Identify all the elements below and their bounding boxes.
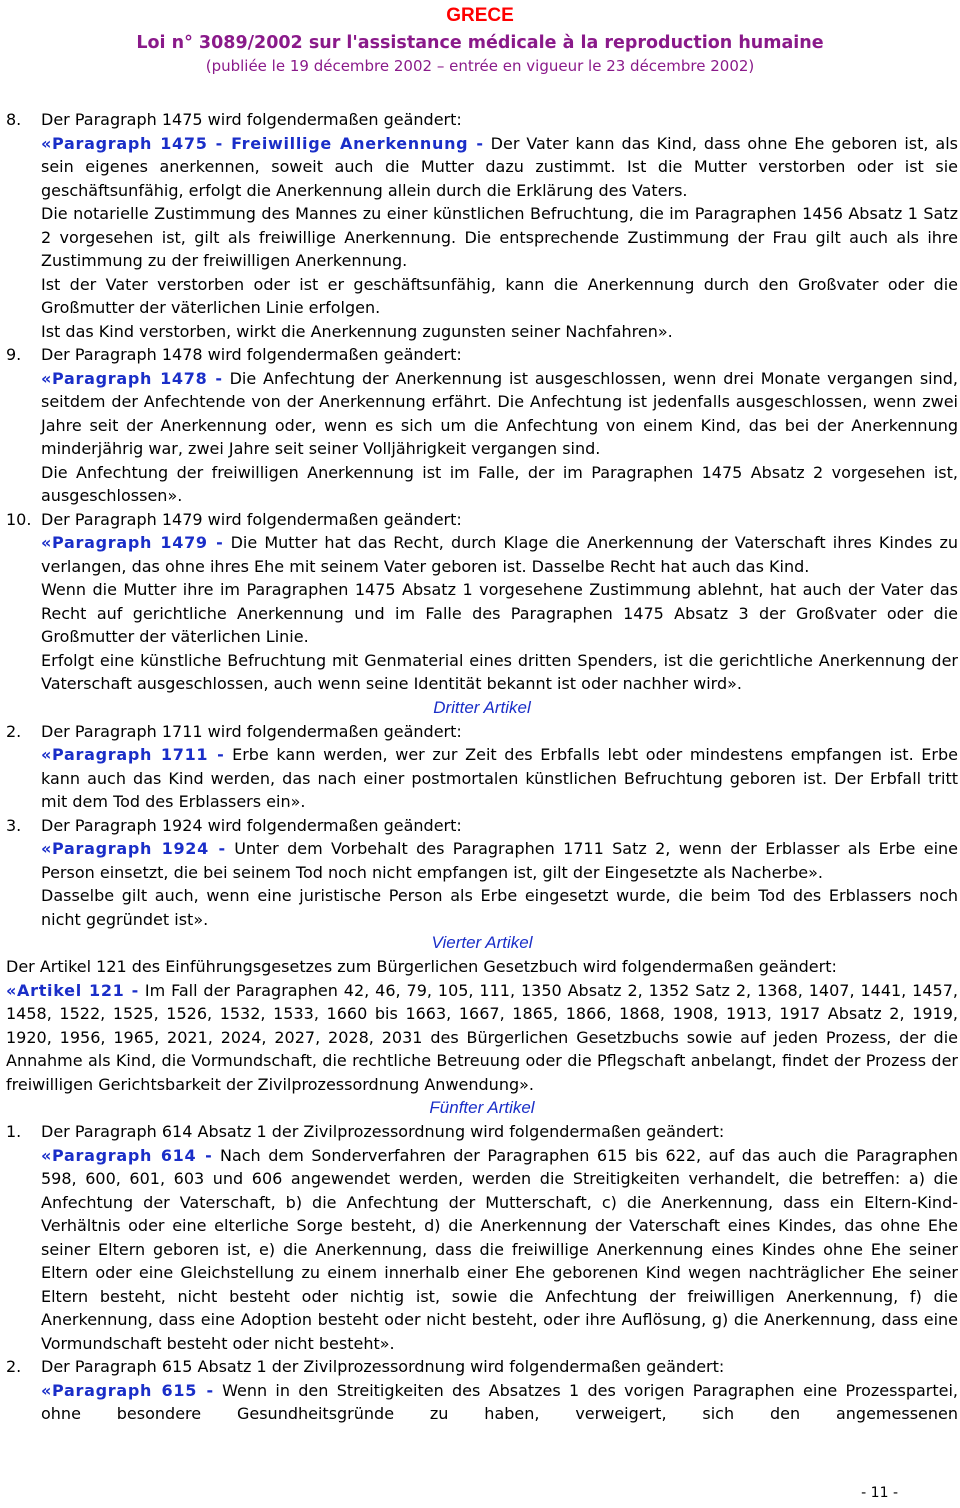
paragraph-reference: «Paragraph 1475 - Freiwillige Anerkennung -	[41, 133, 484, 153]
item-paragraph: Ist das Kind verstorben, wirkt die Anerkennung zugunsten seiner Nachfahren».	[41, 321, 673, 341]
item-paragraph: Dasselbe gilt auch, wenn eine juristische Person als Erbe eingesetzt wurde, die beim Tod des Erblassers noch nicht gegründet ist».	[41, 886, 958, 929]
item-paragraph	[41, 132, 958, 203]
article-reference: «Artikel 121 -	[6, 980, 139, 1000]
item-intro: Der Paragraph 614 Absatz 1 der Zivilprozessordnung wird folgendermaßen geändert:	[41, 1122, 725, 1141]
item-number: 1.	[6, 1122, 22, 1141]
paragraph-reference: «Paragraph 1924 -	[41, 839, 226, 858]
paragraph-text: Die Anfechtung der Anerkennung ist ausgeschlossen, wenn drei Monate vergangen sind, seitdem der Anfechtende von der Anerkennung erfährt. Die Anfechtung ist jedenfalls ausgeschlossen, wenn zwei Jahre seit der Anerkennung oder, wenn es sich um die Anfechtung von einem Kind, das bei der Anerkennung minderjährig war, zwei Jahre seit seiner Volljährigkeit vergangen sind.	[41, 368, 958, 458]
item-paragraph: Die Anfechtung der freiwilligen Anerkennung ist im Falle, der im Paragraphen 1475 Absatz 2 vorgesehen ist, ausgeschlossen».	[41, 462, 958, 505]
item-intro: Der Paragraph 1924 wird folgendermaßen geändert:	[41, 815, 462, 835]
item-intro: Der Paragraph 1475 wird folgendermaßen geändert:	[41, 110, 462, 129]
paragraph-text: Wenn in den Streitigkeiten des Absatzes 1 des vorigen Paragraphen eine Prozesspartei, ohne besondere Gesundheitsgründe zu haben, verweigert, sich den angemessenen	[41, 1380, 958, 1423]
item-2	[6, 720, 958, 814]
item-paragraph: Ist der Vater verstorben oder ist er geschäftsunfähig, kann die Anerkennung durch den Großvater oder die Großmutter der väterlichen Linie erfolgen.	[41, 274, 958, 317]
item-paragraph	[41, 531, 958, 578]
document-body	[6, 108, 958, 1426]
paragraph-text: Nach dem Sonderverfahren der Paragraphen 615 bis 622, auf das auch die Paragraphen 598, 600, 601, 603 und 606 angewendet werden, werden die Streitigkeiten verhandelt, die betreffen: a) die Anfechtung der Vaterschaft, b) die Anfechtung der Mutterschaft, c) die Anerkennung, dass ein Eltern-Kind-Verhältnis oder eine elterliche Sorge besteht, d) die Anerkennung der Vaterschaft eines Kindes, das ohne Ehe seiner Eltern geboren ist, e) die Anerkennung, dass die freiwillige Anerkennung eines Kindes ohne Ehe seiner Eltern oder eine Gleichstellung zu einem innerhalb einer Ehe geborenen Kind wegen nachträglicher Ehe seiner Eltern besteht, nicht besteht oder nichtig ist, sowie die Anfechtung der freiwilligen Anerkennung, f) die Anerkennung, dass eine Adoption besteht oder nicht besteht, oder ihre Auflösung, g) die Anerkennung, dass eine Vormundschaft besteht oder nicht besteht».	[41, 1145, 959, 1353]
country-title: GRECE	[446, 5, 514, 26]
document-header	[0, 0, 960, 77]
article-4-body	[6, 955, 958, 1096]
paragraph-reference: «Paragraph 1478 -	[41, 368, 223, 388]
item-paragraph	[41, 1144, 958, 1356]
article-paragraph	[6, 979, 958, 1097]
item-intro: Der Paragraph 1479 wird folgendermaßen geändert:	[41, 509, 462, 529]
publication-note: (publiée le 19 décembre 2002 – entrée en vigueur le 23 décembre 2002)	[205, 57, 755, 75]
item-paragraph	[41, 743, 958, 814]
item-intro: Der Paragraph 615 Absatz 1 der Zivilprozessordnung wird folgendermaßen geändert:	[41, 1357, 725, 1376]
item-10	[6, 508, 958, 696]
paragraph-text: Die Mutter hat das Recht, durch Klage die Anerkennung der Vaterschaft ihres Kindes zu verlangen, das ohne ihres Ehe mit seinem Vater geboren ist. Dasselbe Recht hat auch das Kind.	[41, 533, 958, 576]
paragraph-reference: «Paragraph 1479 -	[41, 533, 224, 552]
item-number: 2.	[6, 721, 22, 741]
paragraph-text: Unter dem Vorbehalt des Paragraphen 1711 Satz 2, wenn der Erblasser als Erbe eine Person einsetzt, die bei seinem Tod noch nicht empfangen ist, gilt der Eingesetzte als Nacherbe».	[41, 839, 958, 882]
item-2-zpo	[6, 1355, 958, 1426]
article-heading-fuenfter: Fünfter Artikel	[429, 1098, 535, 1117]
item-1	[6, 1120, 958, 1355]
item-9	[6, 343, 958, 508]
item-paragraph: Die notarielle Zustimmung des Mannes zu einer künstlichen Befruchtung, die im Paragraphen 1456 Absatz 1 Satz 2 vorgesehen ist, gilt als freiwillige Anerkennung. Die entsprechende Zustimmung der Frau gilt auch als ihre Zustimmung zu der freiwilligen Anerkennung.	[41, 204, 958, 270]
item-number: 3.	[6, 815, 22, 835]
item-number: 9.	[6, 345, 22, 364]
item-paragraph	[41, 1379, 958, 1426]
paragraph-reference: «Paragraph 615 -	[41, 1380, 214, 1400]
article-heading-vierter: Vierter Artikel	[431, 933, 533, 952]
paragraph-text: Der Vater kann das Kind, dass ohne Ehe geboren ist, als sein eigenes anerkennen, soweit auch die Mutter dazu zustimmt. Ist die Mutter verstorben oder ist sie geschäftsunfähig, erfolgt die Anerkennung allein durch die Erklärung des Vaters.	[41, 133, 958, 200]
item-number: 2.	[6, 1357, 22, 1376]
article-text: Im Fall der Paragraphen 42, 46, 79, 105, 111, 1350 Absatz 2, 1352 Satz 2, 1368, 1407, 1441, 1457, 1458, 1522, 1525, 1526, 1532, 1533, 1660 bis 1663, 1667, 1865, 1866, 1868, 1908, 1913, 1917 Absatz 2, 1919, 1920, 1956, 1965, 2021, 2024, 2027, 2028, 2031 des Bürgerlichen Gesetzbuchs sowie auf jeden Prozess, der die Annahme als Kind, die Vormundschaft, die rechtliche Betreuung oder die Pflegschaft anbelangt, findet der Prozess der freiwilligen Gerichtsbarkeit der Zivilprozessordnung Anwendung».	[6, 980, 958, 1094]
item-number: 8.	[6, 110, 22, 129]
item-3	[6, 814, 958, 932]
article-intro: Der Artikel 121 des Einführungsgesetzes zum Bürgerlichen Gesetzbuch wird folgendermaßen geändert:	[6, 957, 837, 976]
item-intro: Der Paragraph 1711 wird folgendermaßen geändert:	[41, 721, 462, 741]
item-paragraph: Erfolgt eine künstliche Befruchtung mit Genmaterial eines dritten Spenders, ist die gerichtliche Anerkennung der Vaterschaft ausgeschlossen, auch wenn seine Identität bekannt ist oder nachher wird».	[41, 650, 958, 693]
law-title: Loi n° 3089/2002 sur l'assistance médicale à la reproduction humaine	[136, 33, 824, 53]
paragraph-reference: «Paragraph 614 -	[41, 1145, 213, 1165]
paragraph-text: Erbe kann werden, wer zur Zeit des Erbfalls lebt oder mindestens empfangen ist. Erbe kann auch das Kind werden, das nach einer postmortalen künstlichen Befruchtung geboren ist. Der Erbfall tritt mit dem Tod des Erblassers ein».	[41, 745, 958, 811]
item-paragraph: Wenn die Mutter ihre im Paragraphen 1475 Absatz 1 vorgesehene Zustimmung ablehnt, hat auch der Vater das Recht auf gerichtliche Anerkennung und im Falle des Paragraphen 1475 Absatz 3 der Großvater oder die Großmutter der väterlichen Linie.	[41, 580, 958, 646]
item-8	[6, 108, 958, 343]
paragraph-reference: «Paragraph 1711 -	[41, 745, 225, 764]
item-paragraph	[41, 367, 958, 461]
item-intro: Der Paragraph 1478 wird folgendermaßen geändert:	[41, 345, 462, 364]
page-number: - 11 -	[861, 1485, 898, 1501]
item-number: 10.	[6, 509, 32, 529]
article-heading-dritter: Dritter Artikel	[433, 697, 531, 717]
item-paragraph	[41, 837, 958, 884]
